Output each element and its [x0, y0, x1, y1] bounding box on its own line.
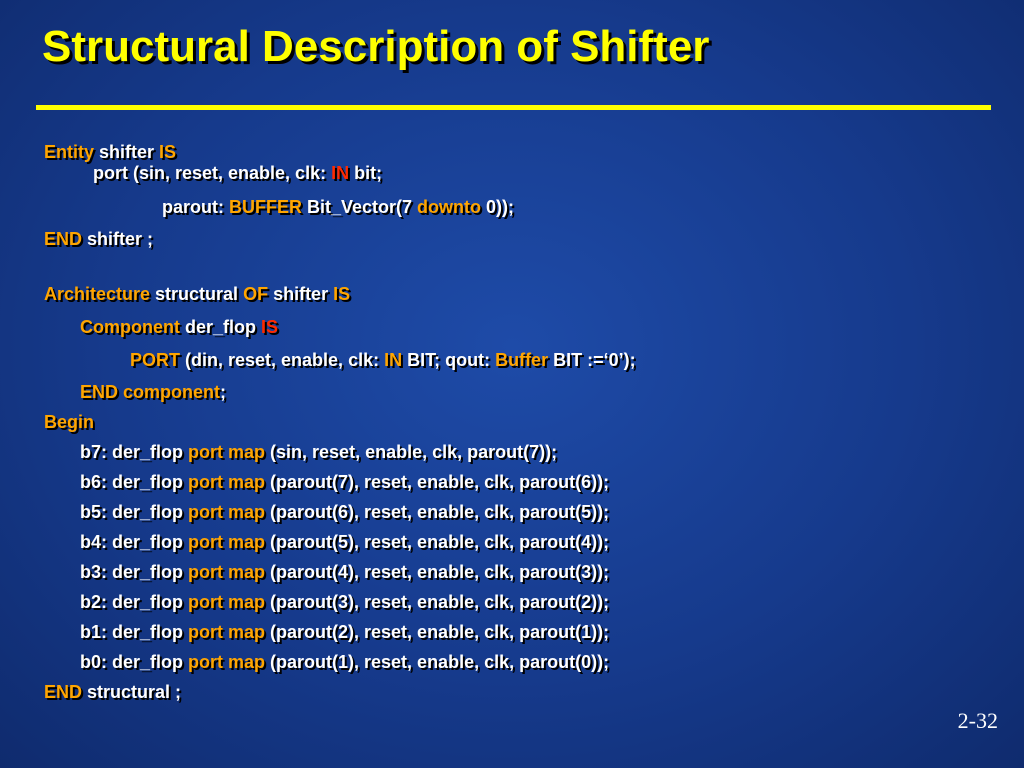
code-text: (sin, reset, enable, clk, parout(7)); — [265, 442, 558, 462]
code-text: b7: der_flop — [80, 442, 189, 462]
code-text: shifter — [268, 284, 334, 304]
code-text: (parout(7), reset, enable, clk, parout(6)); — [265, 472, 610, 492]
code-keyword: Architecture — [44, 284, 151, 304]
code-keyword: downto — [417, 197, 482, 217]
code-text: structural ; — [82, 682, 182, 702]
code-keyword: IS — [159, 142, 177, 162]
code-text: structural — [150, 284, 244, 304]
code-text: b0: der_flop — [80, 652, 189, 672]
code-keyword: IS — [333, 284, 351, 304]
code-text: (parout(1), reset, enable, clk, parout(0)); — [265, 652, 610, 672]
code-keyword: OF — [243, 284, 269, 304]
code-text: shifter — [94, 142, 160, 162]
code-line — [44, 141, 176, 163]
code-keyword: Component — [80, 317, 180, 337]
code-text: (parout(5), reset, enable, clk, parout(4)); — [265, 532, 610, 552]
code-keyword: Begin — [44, 412, 95, 432]
code-text: (parout(4), reset, enable, clk, parout(3)); — [265, 562, 610, 582]
slide-title: Structural Description of Shifter — [42, 22, 710, 71]
code-text: b2: der_flop — [80, 592, 189, 612]
code-line — [80, 381, 226, 403]
code-keyword: PORT — [130, 350, 181, 370]
code-line — [80, 561, 609, 583]
code-text: der_flop — [179, 317, 261, 337]
code-line — [130, 349, 636, 371]
code-line — [44, 411, 94, 433]
code-line — [80, 316, 278, 338]
code-text: BIT :=‘0’); — [548, 350, 636, 370]
code-text: b5: der_flop — [80, 502, 189, 522]
code-keyword: END component — [80, 382, 221, 402]
code-keyword: port map — [188, 472, 266, 492]
code-keyword: END — [44, 229, 83, 249]
code-line — [80, 621, 609, 643]
code-text: (parout(6), reset, enable, clk, parout(5)); — [265, 502, 610, 522]
code-keyword: port map — [188, 652, 266, 672]
code-text: ; — [220, 382, 227, 402]
title-underline — [36, 105, 991, 110]
code-line — [80, 651, 609, 673]
code-keyword: port map — [188, 532, 266, 552]
code-text: Bit_Vector(7 — [302, 197, 418, 217]
code-line — [80, 531, 609, 553]
code-text: (parout(3), reset, enable, clk, parout(2)); — [265, 592, 610, 612]
code-keyword: IN — [331, 163, 350, 183]
code-text: b3: der_flop — [80, 562, 189, 582]
code-line — [80, 591, 609, 613]
code-keyword: IS — [261, 317, 279, 337]
code-text: b1: der_flop — [80, 622, 189, 642]
code-line — [80, 441, 557, 463]
code-text: (parout(2), reset, enable, clk, parout(1)); — [265, 622, 610, 642]
code-text: parout: — [162, 197, 229, 217]
code-text: port (sin, reset, enable, clk: — [93, 163, 332, 183]
code-keyword: Buffer — [495, 350, 549, 370]
code-keyword: BUFFER — [229, 197, 302, 217]
code-line — [44, 681, 181, 703]
code-text: shifter ; — [82, 229, 154, 249]
code-text: BIT; qout: — [402, 350, 496, 370]
code-text: (din, reset, enable, clk: — [180, 350, 385, 370]
code-keyword: IN — [384, 350, 403, 370]
code-text: bit; — [349, 163, 383, 183]
code-line — [93, 162, 382, 184]
code-text: 0)); — [481, 197, 515, 217]
code-keyword: port map — [188, 562, 266, 582]
code-line — [80, 471, 609, 493]
code-line — [44, 283, 350, 305]
code-keyword: port map — [188, 622, 266, 642]
code-line — [44, 228, 153, 250]
code-keyword: port map — [188, 592, 266, 612]
code-line — [162, 196, 514, 218]
code-keyword: port map — [188, 502, 266, 522]
code-text: b6: der_flop — [80, 472, 189, 492]
code-keyword: port map — [188, 442, 266, 462]
code-keyword: END — [44, 682, 83, 702]
code-keyword: Entity — [44, 142, 95, 162]
code-line — [80, 501, 609, 523]
code-text: b4: der_flop — [80, 532, 189, 552]
page-number: 2-32 — [957, 708, 998, 733]
